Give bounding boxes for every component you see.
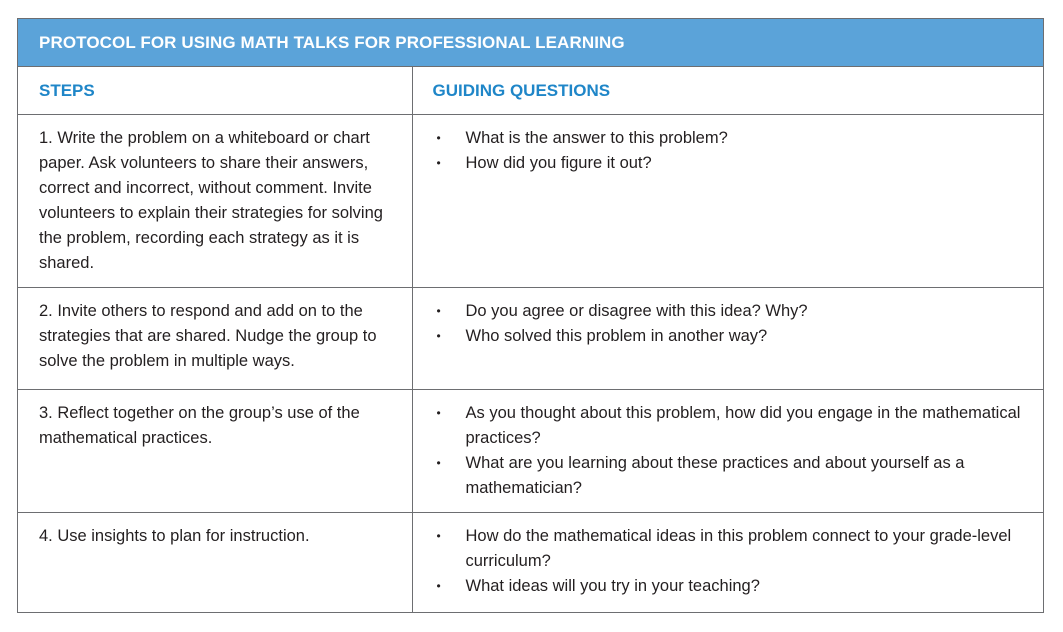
- table-title-bar: [18, 19, 1043, 67]
- list-item: [437, 324, 1030, 349]
- bullet-icon: •: [436, 455, 441, 470]
- list-item: [437, 151, 1030, 176]
- step-cell: 2. Invite others to respond and add on to the strategies that are shared. Nudge the group to solve the problem in multiple ways.: [18, 287, 412, 389]
- list-item: [437, 574, 1030, 599]
- question-list: [437, 299, 1030, 349]
- steps-header: STEPS: [18, 67, 412, 114]
- question-list: [437, 126, 1030, 176]
- list-item: [437, 126, 1030, 151]
- guiding-questions-header: GUIDING QUESTIONS: [432, 81, 611, 100]
- bullet-icon: •: [436, 303, 441, 318]
- bullet-icon: •: [436, 155, 441, 170]
- question-text: What is the answer to this problem?: [465, 128, 728, 147]
- protocol-grid: [18, 67, 1043, 612]
- question-text: Who solved this problem in another way?: [465, 326, 768, 345]
- bullet-icon: •: [436, 528, 441, 543]
- question-list: [437, 524, 1030, 599]
- table-row: [18, 389, 1043, 512]
- list-item: [437, 524, 1030, 574]
- list-item: [437, 299, 1030, 324]
- table-row: [18, 512, 1043, 612]
- questions-cell: [412, 114, 1043, 287]
- bullet-icon: •: [436, 328, 441, 343]
- table-row: [18, 114, 1043, 287]
- bullet-icon: •: [436, 130, 441, 145]
- step-cell: 1. Write the problem on a whiteboard or chart paper. Ask volunteers to share their answers, correct and incorrect, without comment. Invite volunteers to explain their strategies for solving the problem, recording each strategy as it is shared.: [18, 114, 412, 287]
- question-text: How did you figure it out?: [465, 153, 652, 172]
- bullet-icon: •: [436, 578, 441, 593]
- questions-cell: [412, 389, 1043, 512]
- questions-cell: [412, 512, 1043, 612]
- step-cell: 4. Use insights to plan for instruction.: [18, 512, 412, 612]
- header-row: [18, 67, 1043, 114]
- question-text: As you thought about this problem, how did you engage in the mathematical practices?: [465, 403, 1021, 447]
- question-text: What are you learning about these practices and about yourself as a mathematician?: [465, 453, 965, 497]
- list-item: [437, 451, 1030, 501]
- question-text: How do the mathematical ideas in this problem connect to your grade-level curriculum?: [465, 526, 1012, 570]
- bullet-icon: •: [436, 405, 441, 420]
- question-list: [437, 401, 1030, 501]
- step-cell: 3. Reflect together on the group’s use of the mathematical practices.: [18, 389, 412, 512]
- table-title: PROTOCOL FOR USING MATH TALKS FOR PROFESSIONAL LEARNING: [39, 32, 625, 52]
- list-item: [437, 401, 1030, 451]
- question-text: Do you agree or disagree with this idea? Why?: [465, 301, 808, 320]
- protocol-table: [17, 18, 1044, 613]
- questions-cell: [412, 287, 1043, 389]
- table-row: [18, 287, 1043, 389]
- question-text: What ideas will you try in your teaching?: [465, 576, 760, 595]
